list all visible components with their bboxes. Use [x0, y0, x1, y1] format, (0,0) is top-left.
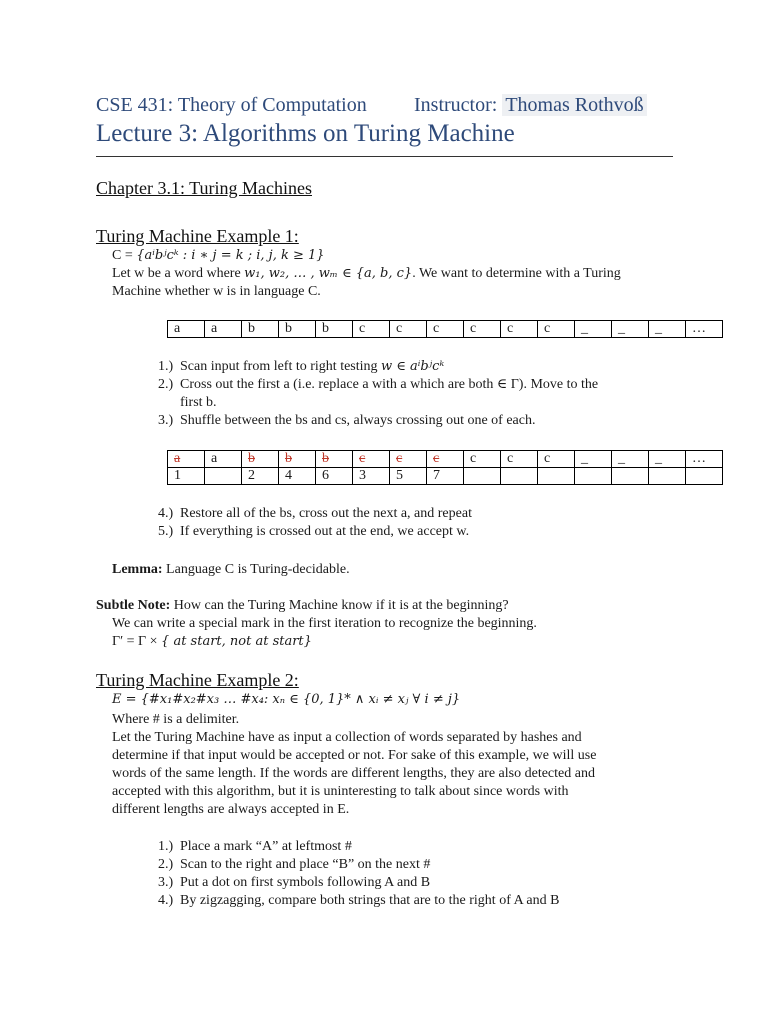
subtle-note [96, 597, 509, 615]
intro-text-b: . We want to determine with a Turing [412, 266, 621, 281]
tape-cell: b [279, 321, 316, 338]
tape-cell-crossed: a [168, 451, 205, 468]
tape-cell: _ [612, 451, 649, 468]
step-item [112, 412, 598, 430]
tape-count-cell: 6 [316, 468, 353, 485]
tape-count-cell: 3 [353, 468, 390, 485]
tape-count-cell: 7 [427, 468, 464, 485]
step-number: 3.) [158, 875, 174, 890]
tape-cell-crossed: b [242, 451, 279, 468]
tape-count-cell [575, 468, 612, 485]
step-item [112, 505, 472, 523]
step-item [112, 892, 559, 910]
tape-count-cell [686, 468, 723, 485]
tape-cell: _ [612, 321, 649, 338]
intro-math: w₁, w₂, … , wₘ ∈ {a, b, c} [244, 266, 413, 281]
header-divider [96, 156, 673, 157]
step-item [112, 874, 559, 892]
tape-count-cell: 4 [279, 468, 316, 485]
paragraph-line: different lengths are always accepted in E. [112, 802, 350, 817]
step-text: Place a mark “A” at leftmost # [180, 839, 352, 854]
step-number: 4.) [158, 893, 174, 908]
step-text: Restore all of the bs, cross out the next a, and repeat [180, 506, 472, 521]
step-number: 3.) [158, 413, 174, 428]
tape-cell-crossed: c [390, 451, 427, 468]
tape-count-cell [205, 468, 242, 485]
tape-cell: a [205, 321, 242, 338]
subtle-note-label: Subtle Note: [96, 598, 171, 613]
intro-text-a: Let w be a word where [112, 266, 245, 281]
step-text: By zigzagging, compare both strings that are to the right of A and B [180, 893, 560, 908]
example1-steps-a [112, 358, 598, 430]
tape-cell: b [242, 321, 279, 338]
lemma-label: Lemma: [112, 562, 163, 577]
tape-cell: c [353, 321, 390, 338]
language-c-prefix: C = [112, 248, 137, 263]
step-item [112, 838, 559, 856]
tape-cell-crossed: b [279, 451, 316, 468]
tape-count-cell: 5 [390, 468, 427, 485]
tape-cell: c [427, 321, 464, 338]
tape-cell: c [464, 321, 501, 338]
language-e-definition: E = {#x₁#x₂#x₃ … #x₄: xₙ ∈ {0, 1}* ∧ xᵢ ≠ xⱼ ∀ i ≠ j} [112, 692, 461, 707]
instructor [414, 94, 647, 117]
tape-cell: _ [649, 451, 686, 468]
step-text: Cross out the first a (i.e. replace a with a which are both ∈ Γ). Move to the [180, 377, 599, 392]
tape-crossed [167, 450, 723, 485]
language-c-definition [112, 247, 325, 265]
language-c-set: {aⁱbʲcᵏ : i ∗ j = k ; i, j, k ≥ 1} [136, 248, 325, 263]
tape-count-cell [612, 468, 649, 485]
tape-cell: c [538, 321, 575, 338]
chapter-heading: Chapter 3.1: Turing Machines [96, 178, 312, 198]
subtle-note-text: How can the Turing Machine know if it is at the beginning? [170, 598, 509, 613]
step-item [112, 376, 598, 412]
tape-cell: c [501, 451, 538, 468]
gamma-prime-definition [112, 633, 312, 651]
tape-count-cell: 1 [168, 468, 205, 485]
step-continuation: first b. [180, 395, 217, 410]
tape-cell: b [316, 321, 353, 338]
step-number: 1.) [158, 359, 174, 374]
step-item [112, 358, 598, 376]
course-header [96, 94, 644, 117]
lecture-title: Lecture 3: Algorithms on Turing Machine [96, 120, 515, 147]
step-math: w ∈ aⁱbʲcᵏ [381, 359, 445, 374]
step-text: Put a dot on first symbols following A and B [180, 875, 431, 890]
paragraph-line: accepted with this algorithm, but it is uninteresting to talk about since words with [112, 784, 569, 799]
subtle-note-line2: We can write a special mark in the first iteration to recognize the beginning. [112, 616, 537, 631]
step-item [112, 523, 472, 541]
tape-count-cell: 2 [242, 468, 279, 485]
step-number: 1.) [158, 839, 174, 854]
tape-cell-crossed: c [427, 451, 464, 468]
delimiter-note: Where # is a delimiter. [112, 712, 240, 727]
step-number: 4.) [158, 506, 174, 521]
tape-cell: c [538, 451, 575, 468]
lemma [112, 561, 350, 579]
instructor-label: Instructor: [414, 94, 498, 116]
paragraph-line: Let the Turing Machine have as input a collection of words separated by hashes and [112, 730, 582, 745]
step-number: 2.) [158, 377, 174, 392]
step-text: Scan input from left to right testing [180, 359, 382, 374]
example2-heading: Turing Machine Example 2: [96, 670, 299, 690]
paragraph-line: words of the same length. If the words are different lengths, they are also detected and [112, 766, 595, 781]
tape-count-cell [649, 468, 686, 485]
step-number: 5.) [158, 524, 174, 539]
tape-count-cell [501, 468, 538, 485]
example1-intro-line1 [112, 265, 621, 283]
step-text: Scan to the right and place “B” on the next # [180, 857, 431, 872]
example1-steps-b [112, 505, 472, 541]
paragraph-line: determine if that input would be accepted or not. For sake of this example, we will use [112, 748, 597, 763]
tape-count-cell [464, 468, 501, 485]
tape-initial [167, 320, 723, 338]
gamma-prime-prefix: Γ′ = Γ × [112, 634, 162, 649]
tape-cell: … [686, 321, 723, 338]
example2-steps [112, 838, 559, 910]
gamma-prime-set: { at start, not at start} [161, 634, 312, 649]
tape-cell: a [168, 321, 205, 338]
tape-cell-crossed: c [353, 451, 390, 468]
tape-cell: c [390, 321, 427, 338]
course-title: CSE 431: Theory of Computation [96, 94, 367, 116]
tape-cell: a [205, 451, 242, 468]
tape-cell-crossed: b [316, 451, 353, 468]
tape-count-cell [538, 468, 575, 485]
tape-cell: c [501, 321, 538, 338]
step-number: 2.) [158, 857, 174, 872]
example1-intro-line2: Machine whether w is in language C. [112, 284, 321, 299]
example1-heading: Turing Machine Example 1: [96, 226, 299, 246]
tape-cell: c [464, 451, 501, 468]
step-text: Shuffle between the bs and cs, always crossing out one of each. [180, 413, 536, 428]
instructor-name: Thomas Rothvoß [502, 94, 646, 116]
tape-cell: _ [649, 321, 686, 338]
step-text: If everything is crossed out at the end, we accept w. [180, 524, 470, 539]
step-item [112, 856, 559, 874]
tape-cell: _ [575, 451, 612, 468]
tape-cell: _ [575, 321, 612, 338]
lemma-text: Language C is Turing-decidable. [162, 562, 350, 577]
tape-cell: … [686, 451, 723, 468]
